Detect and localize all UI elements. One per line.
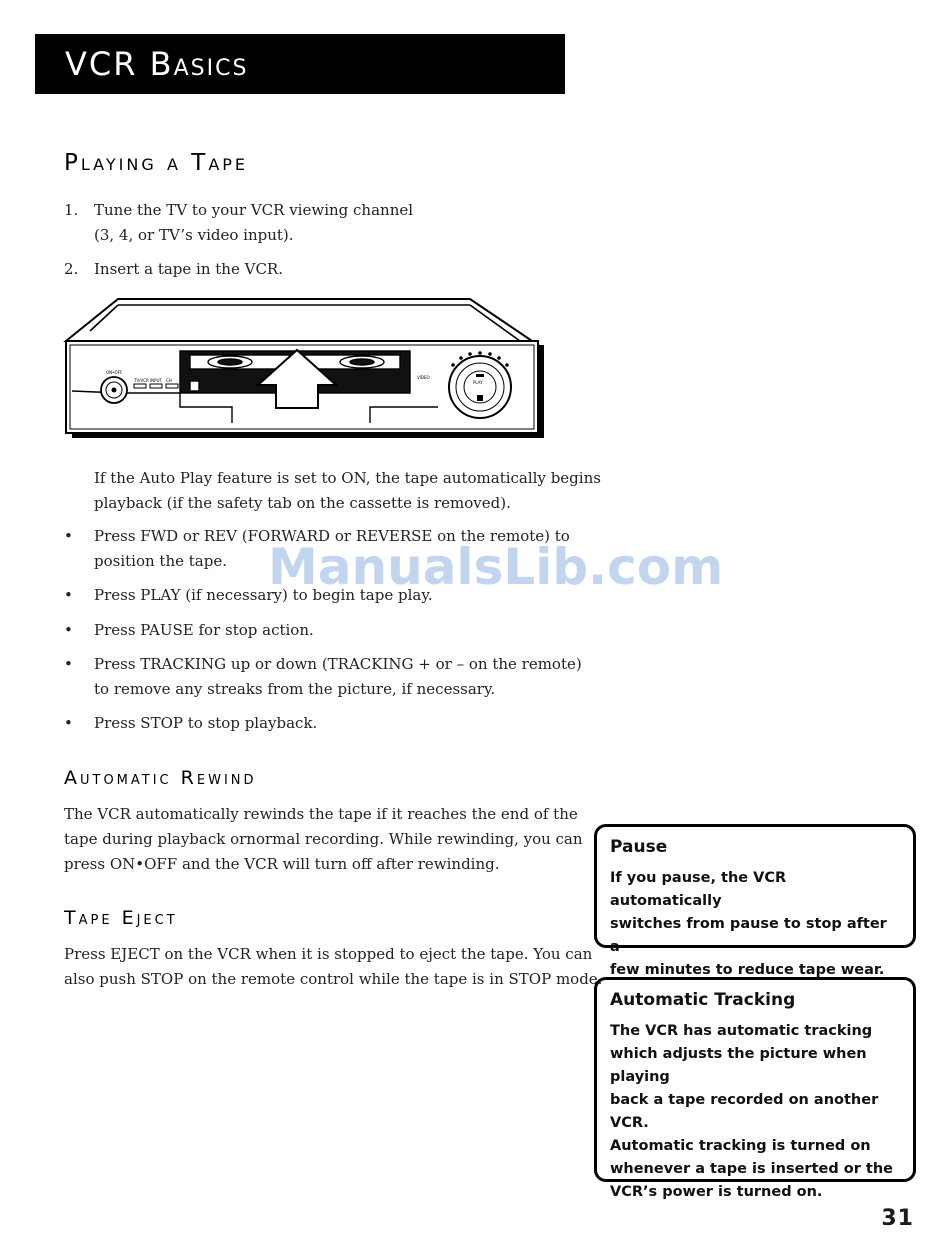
page-number: 31 — [881, 1206, 914, 1231]
tip-line: switches from pause to stop after a — [610, 916, 887, 955]
pause-tip-body — [610, 867, 900, 982]
tip-line: Automatic tracking is turned on — [610, 1138, 871, 1154]
para-line: tape during playback ornormal recording. While rewinding, you can — [64, 830, 583, 848]
vcr-label: TV/VCR — [134, 378, 149, 383]
pause-tip-box — [594, 824, 916, 978]
vcr-label: CH — [166, 378, 172, 383]
tip-line: back a tape recorded on another VCR. — [610, 1092, 879, 1131]
step-text: Insert a tape in the VCR. — [94, 260, 283, 278]
tip-line: The VCR has automatic tracking — [610, 1023, 873, 1039]
tip-line: which adjusts the picture when playing — [610, 1046, 867, 1085]
bullet-icon: • — [64, 621, 73, 639]
tracking-tip-title: Automatic Tracking — [610, 990, 796, 1010]
tip-line: VCR’s power is turned on. — [610, 1184, 823, 1200]
step-number: 2. — [64, 260, 79, 278]
rewind-paragraph — [64, 802, 583, 877]
tip-line: few minutes to reduce tape wear. — [610, 962, 885, 978]
rewind-heading: Automatic Rewind — [64, 767, 257, 789]
watermark: ManualsLib.com — [268, 538, 724, 596]
eject-paragraph — [64, 942, 602, 992]
step-number: 1. — [64, 201, 79, 219]
tip-line: If you pause, the VCR automatically — [610, 870, 787, 909]
eject-heading: Tape Eject — [64, 907, 178, 929]
playing-heading: Playing a Tape — [64, 150, 249, 176]
vcr-label: VIDEO — [417, 375, 430, 380]
step-text — [94, 198, 413, 248]
tracking-tip-box — [594, 977, 916, 1200]
jog-dial-icon — [449, 356, 511, 418]
list-item — [94, 652, 582, 702]
para-line: also push STOP on the remote control while the tape is in STOP mode. — [64, 970, 603, 988]
bullet-icon: • — [64, 586, 73, 604]
autoplay-note — [94, 466, 601, 516]
tracking-tip-body — [610, 1020, 900, 1204]
note-line: If the Auto Play feature is set to ON, the tape automatically begins — [94, 469, 601, 487]
step-line: Tune the TV to your VCR viewing channel — [94, 201, 414, 219]
list-item: Press STOP to stop playback. — [94, 714, 318, 732]
bullet-icon: • — [64, 527, 73, 545]
para-line: The VCR automatically rewinds the tape if it reaches the end of the — [64, 805, 578, 823]
note-line: playback (if the safety tab on the cassette is removed). — [94, 494, 511, 512]
bullet-line: to remove any streaks from the picture, if necessary. — [94, 680, 496, 698]
bullet-line: position the tape. — [94, 552, 227, 570]
para-line: Press EJECT on the VCR when it is stopped to eject the tape. You can — [64, 945, 593, 963]
bullet-icon: • — [64, 655, 73, 673]
bullet-line: Press FWD or REV (FORWARD or REVERSE on the remote) to — [94, 527, 570, 545]
bullet-icon: • — [64, 714, 73, 732]
list-item: Press PAUSE for stop action. — [94, 621, 314, 639]
section-header-bar — [35, 34, 565, 94]
vcr-illustration — [60, 295, 550, 445]
bullet-line: Press TRACKING up or down (TRACKING + or – on the remote) — [94, 655, 582, 673]
list-item: Press PLAY (if necessary) to begin tape play. — [94, 586, 433, 604]
para-line: press ON•OFF and the VCR will turn off after rewinding. — [64, 855, 500, 873]
pause-tip-title: Pause — [610, 837, 668, 857]
vcr-label: INPUT — [150, 378, 162, 383]
step-line: (3, 4, or TV’s video input). — [94, 226, 294, 244]
tip-line: whenever a tape is inserted or the — [610, 1161, 894, 1177]
vcr-label: PLAY — [473, 380, 483, 385]
vcr-label: ON•OFF — [106, 370, 123, 375]
section-title: VCR Basics — [65, 45, 249, 83]
